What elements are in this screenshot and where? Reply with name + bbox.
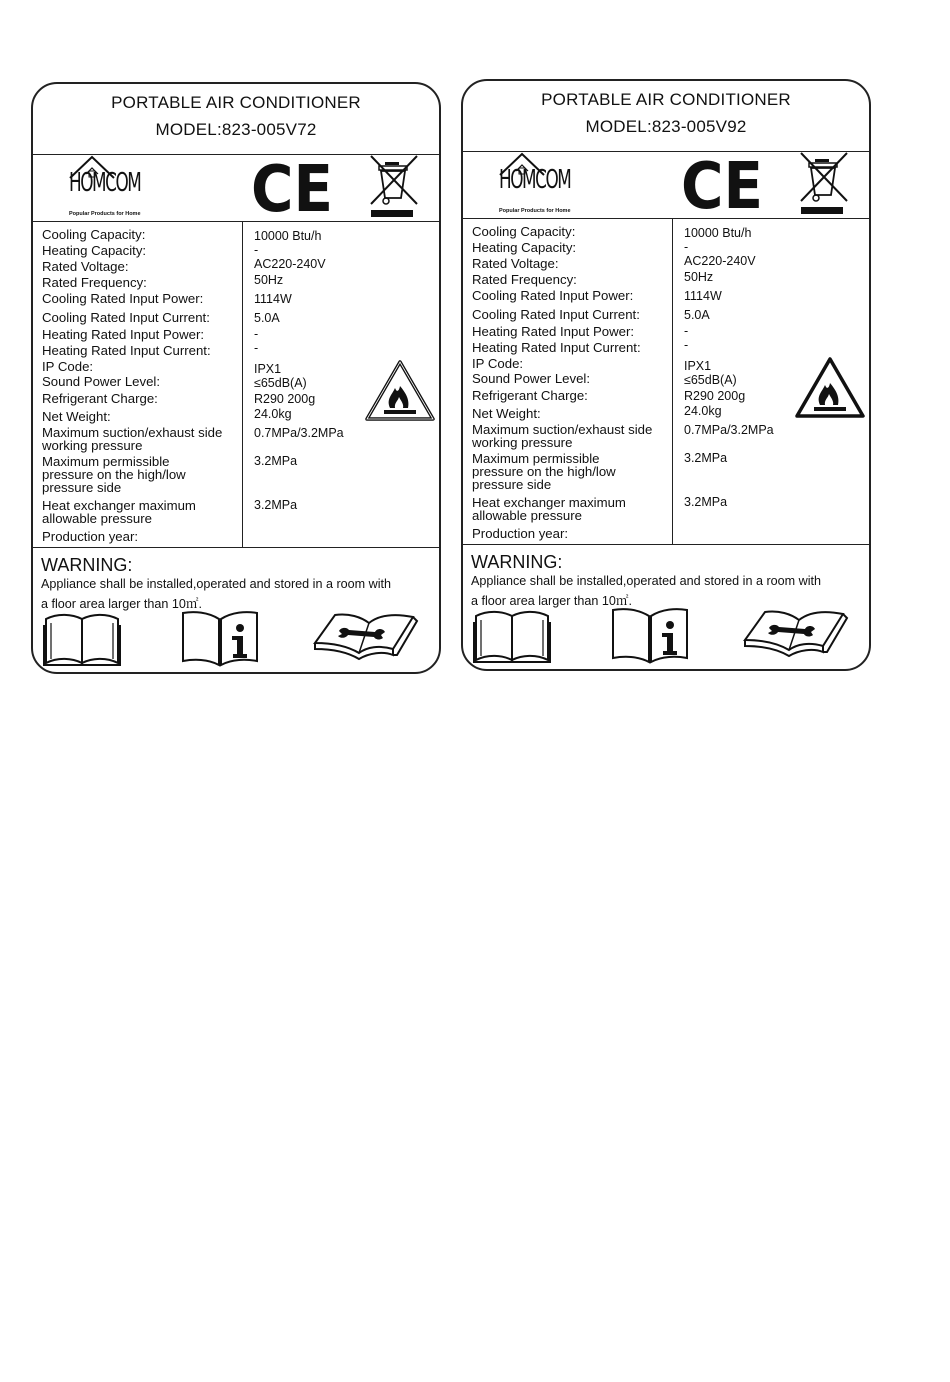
warning-text: a floor area larger than 10㎡. [41,597,203,611]
spec-value: 10000 Btu/h [254,229,322,243]
spec-value: - [684,240,689,254]
spec-value: 50Hz [684,270,714,284]
spec-value: - [684,338,689,352]
spec-value: - [684,324,689,338]
weee-crossed-bin-icon [797,151,855,217]
spec-value: - [254,341,259,355]
brand-tagline: Popular Products for Home [69,211,141,217]
information-manual-icon [180,609,260,667]
flammable-warning-icon [364,359,436,423]
spec-value: 24.0kg [254,407,292,421]
spec-value: R290 200g [254,392,316,406]
read-manual-icon [42,611,124,667]
spec-label: Maximum suction/exhaust side working pressure [42,425,223,453]
brand-name: HOMCOM [69,168,141,198]
spec-label: Cooling Rated Input Current: [42,310,210,325]
spec-label: Production year: [42,529,139,544]
logo-row [463,151,869,219]
spec-value: 5.0A [254,311,280,325]
spec-value: - [254,243,259,257]
read-manual-icon [472,608,554,664]
spec-label: Rated Voltage: [42,259,129,274]
spec-label: Heating Rated Input Power: [42,327,205,342]
ce-mark [681,156,765,214]
homcom-logo [496,151,576,217]
spec-value: 3.2MPa [254,498,298,512]
spec-value: 1114W [684,289,722,303]
label-header [463,81,869,152]
spec-label: Cooling Capacity: [42,227,146,242]
warning-title: WARNING: [471,552,563,572]
spec-value: 0.7MPa/3.2MPa [254,426,344,440]
spec-label: Heat exchanger maximum allowable pressure [42,498,196,526]
spec-label: IP Code: [472,356,524,371]
service-manual-icon [313,609,421,667]
spec-label: IP Code: [42,359,94,374]
spec-value: 3.2MPa [254,454,298,468]
spec-value: 5.0A [684,308,710,322]
rating-label-1 [31,82,441,674]
warning-text: a floor area larger than 10㎡. [471,594,633,608]
flammable-warning-icon [794,356,866,420]
spec-label: Maximum permissible pressure on the high/low pressure side [42,454,186,495]
model-number: MODEL:823-005V72 [155,120,317,139]
spec-label: Heat exchanger maximum allowable pressure [472,495,626,523]
logo-row [33,154,439,222]
label-title: PORTABLE AIR CONDITIONER [541,90,791,109]
warning-section [463,544,869,671]
warning-text: Appliance shall be installed,operated and stored in a room with [41,577,392,591]
spec-label: Sound Power Level: [42,374,161,389]
spec-label: Rated Frequency: [42,275,147,290]
spec-value: 3.2MPa [684,451,728,465]
spec-label: Heating Capacity: [472,240,577,255]
brand-name: HOMCOM [499,165,571,195]
spec-value: IPX1 [254,362,282,376]
ce-mark [251,159,335,217]
spec-value: AC220-240V [684,254,756,268]
label-header [33,84,439,155]
spec-label: Heating Capacity: [42,243,147,258]
specification-table [33,221,439,548]
spec-label: Refrigerant Charge: [472,388,588,403]
warning-text: Appliance shall be installed,operated and stored in a room with [471,574,822,588]
weee-crossed-bin-icon [367,154,425,220]
label-title: PORTABLE AIR CONDITIONER [111,93,361,112]
warning-title: WARNING: [41,555,133,575]
spec-label: Sound Power Level: [472,371,591,386]
spec-label: Cooling Rated Input Power: [42,291,204,306]
spec-label: Refrigerant Charge: [42,391,158,406]
warning-section [33,547,439,674]
service-manual-icon [743,606,851,664]
spec-label: Net Weight: [472,406,541,421]
svg-text:CE: CE [251,159,333,217]
rating-label-2 [461,79,871,671]
spec-label: Cooling Rated Input Power: [472,288,634,303]
spec-value: 24.0kg [684,404,722,418]
model-number: MODEL:823-005V92 [585,117,747,136]
spec-value: IPX1 [684,359,712,373]
spec-label: Heating Rated Input Power: [472,324,635,339]
spec-value: R290 200g [684,389,746,403]
spec-label: Net Weight: [42,409,111,424]
spec-label: Maximum permissible pressure on the high/low pressure side [472,451,616,492]
spec-label: Rated Frequency: [472,272,577,287]
spec-label: Production year: [472,526,569,541]
information-manual-icon [610,606,690,664]
spec-value: 0.7MPa/3.2MPa [684,423,774,437]
spec-label: Cooling Rated Input Current: [472,307,640,322]
brand-tagline: Popular Products for Home [499,208,571,214]
spec-label: Cooling Capacity: [472,224,576,239]
svg-text:CE: CE [681,156,763,214]
spec-value: 1114W [254,292,292,306]
spec-label: Maximum suction/exhaust side working pressure [472,422,653,450]
spec-label: Heating Rated Input Current: [472,340,641,355]
spec-value: AC220-240V [254,257,326,271]
spec-value: ≤65dB(A) [684,373,737,387]
spec-label: Heating Rated Input Current: [42,343,211,358]
spec-value: 3.2MPa [684,495,728,509]
homcom-logo [66,154,146,220]
spec-value: - [254,327,259,341]
spec-value: 50Hz [254,273,284,287]
spec-label: Rated Voltage: [472,256,559,271]
specification-table [463,218,869,545]
spec-value: 10000 Btu/h [684,226,752,240]
spec-value: ≤65dB(A) [254,376,307,390]
